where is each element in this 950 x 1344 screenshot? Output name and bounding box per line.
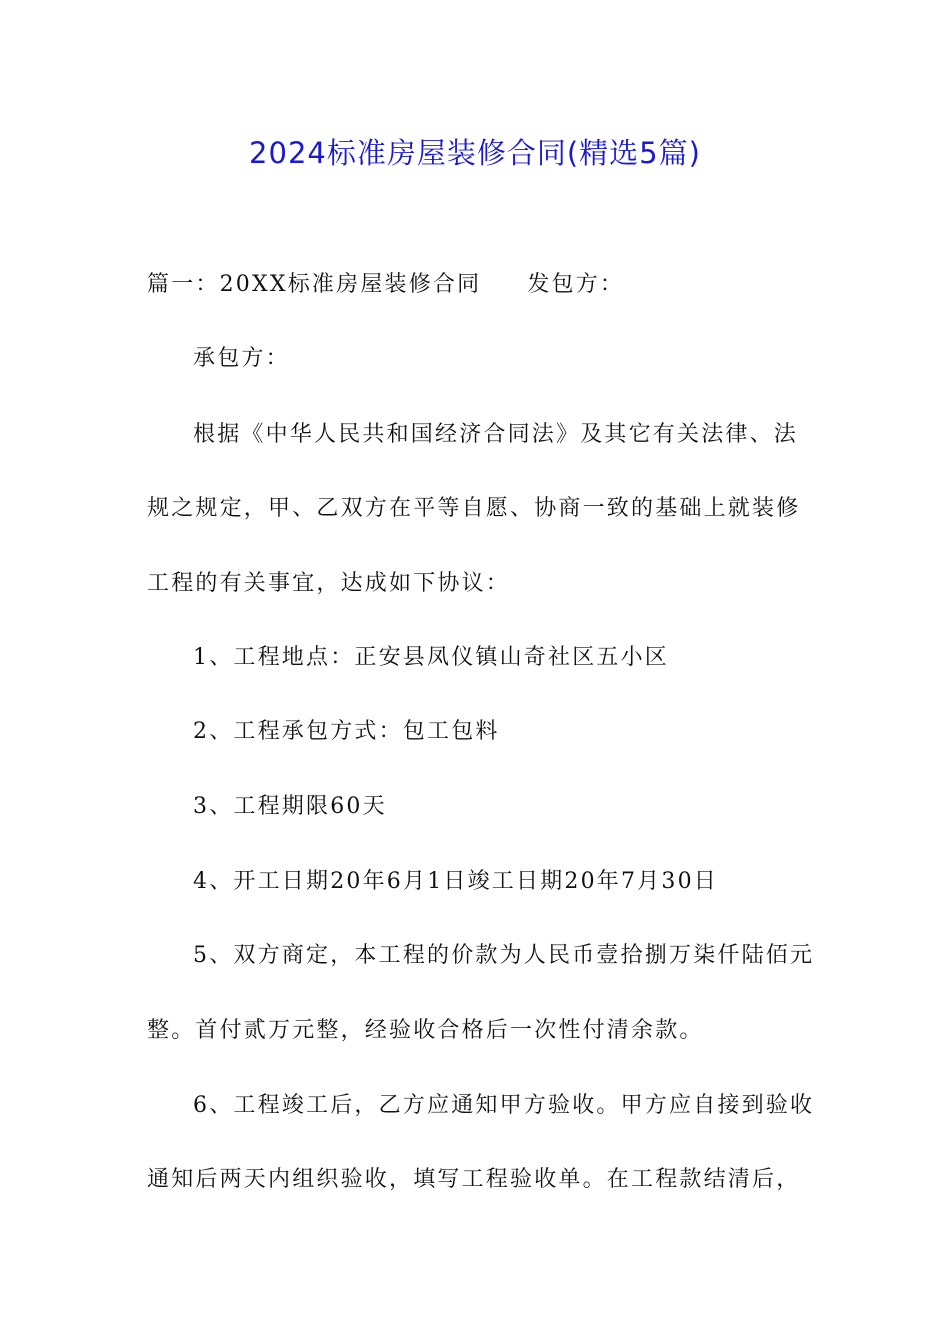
clause-4: 4、开工日期20年6月1日竣工日期20年7月30日 [193,869,718,894]
clause-3: 3、工程期限60天 [193,794,387,819]
employer-label: 发包方： [527,272,625,297]
clause-5-line-1: 5、双方商定，本工程的价款为人民币壹拾捌万柒仟陆佰元 [193,943,815,968]
intro-line-1: 根据《中华人民共和国经济合同法》及其它有关法律、法 [193,422,799,447]
intro-line-2: 规之规定，甲、乙双方在平等自愿、协商一致的基础上就装修 [147,496,801,521]
intro-line-3: 工程的有关事宜，达成如下协议： [147,571,511,596]
clause-1: 1、工程地点：正安县凤仪镇山奇社区五小区 [193,645,669,670]
clause-5-line-2: 整。首付贰万元整，经验收合格后一次性付清余款。 [147,1018,704,1043]
contractor-label: 承包方： [193,346,290,371]
chapter-heading-line [147,267,817,303]
clause-2: 2、工程承包方式：包工包料 [193,719,500,744]
clause-6-line-2: 通知后两天内组织验收，填写工程验收单。在工程款结清后， [147,1167,801,1192]
clause-6-line-1: 6、工程竣工后，乙方应通知甲方验收。甲方应自接到验收 [193,1093,815,1118]
document-title: 2024标准房屋装修合同(精选5篇) [249,136,701,170]
chapter-heading: 篇一：20XX标准房屋装修合同 [147,272,482,297]
